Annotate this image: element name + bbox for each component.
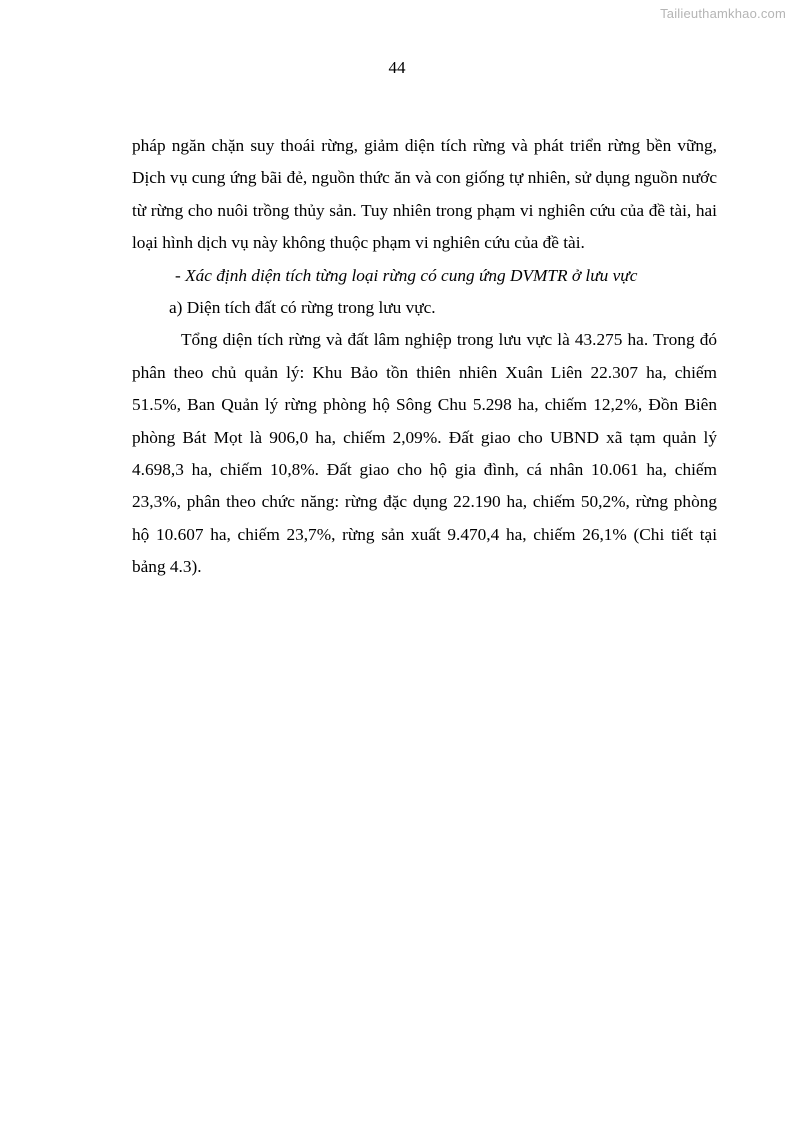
watermark: Tailieuthamkhao.com bbox=[660, 6, 786, 21]
document-body bbox=[132, 130, 717, 584]
italic-subheading: - Xác định diện tích từng loại rừng có cung ứng DVMTR ở lưu vực bbox=[175, 265, 638, 285]
page-number: 44 bbox=[388, 58, 406, 77]
list-item-a: a) Diện tích đất có rừng trong lưu vực. bbox=[169, 298, 436, 318]
paragraph-forest-area: Tổng diện tích rừng và đất lâm nghiệp trong lưu vực là 43.275 ha. Trong đó phân theo chủ quản lý: Khu Bảo tồn thiên nhiên Xuân Liên 22.307 ha, chiếm 51.5%, Ban Quản lý rừng phòng hộ Sông Chu 5.298 ha, chiếm 12,2%, Đồn Biên phòng Bát Mọt là 906,0 ha, chiếm 2,09%. Đất giao cho UBND xã tạm quản lý 4.698,3 ha, chiếm 10,8%. Đất giao cho hộ gia đình, cá nhân 10.061 ha, chiếm 23,3%, phân theo chức năng: rừng đặc dụng 22.190 ha, chiếm 50,2%, rừng phòng hộ 10.607 ha, chiếm 23,7%, rừng sản xuất 9.470,4 ha, chiếm 26,1% (Chi tiết tại bảng 4.3). bbox=[132, 330, 717, 577]
paragraph-continuation: pháp ngăn chặn suy thoái rừng, giảm diện tích rừng và phát triển rừng bền vững, Dịch vụ cung ứng bãi đẻ, nguồn thức ăn và con giống tự nhiên, sử dụng nguồn nước từ rừng cho nuôi trồng thủy sản. Tuy nhiên trong phạm vi nghiên cứu của đề tài, hai loại hình dịch vụ này không thuộc phạm vi nghiên cứu của đề tài. bbox=[132, 136, 717, 253]
